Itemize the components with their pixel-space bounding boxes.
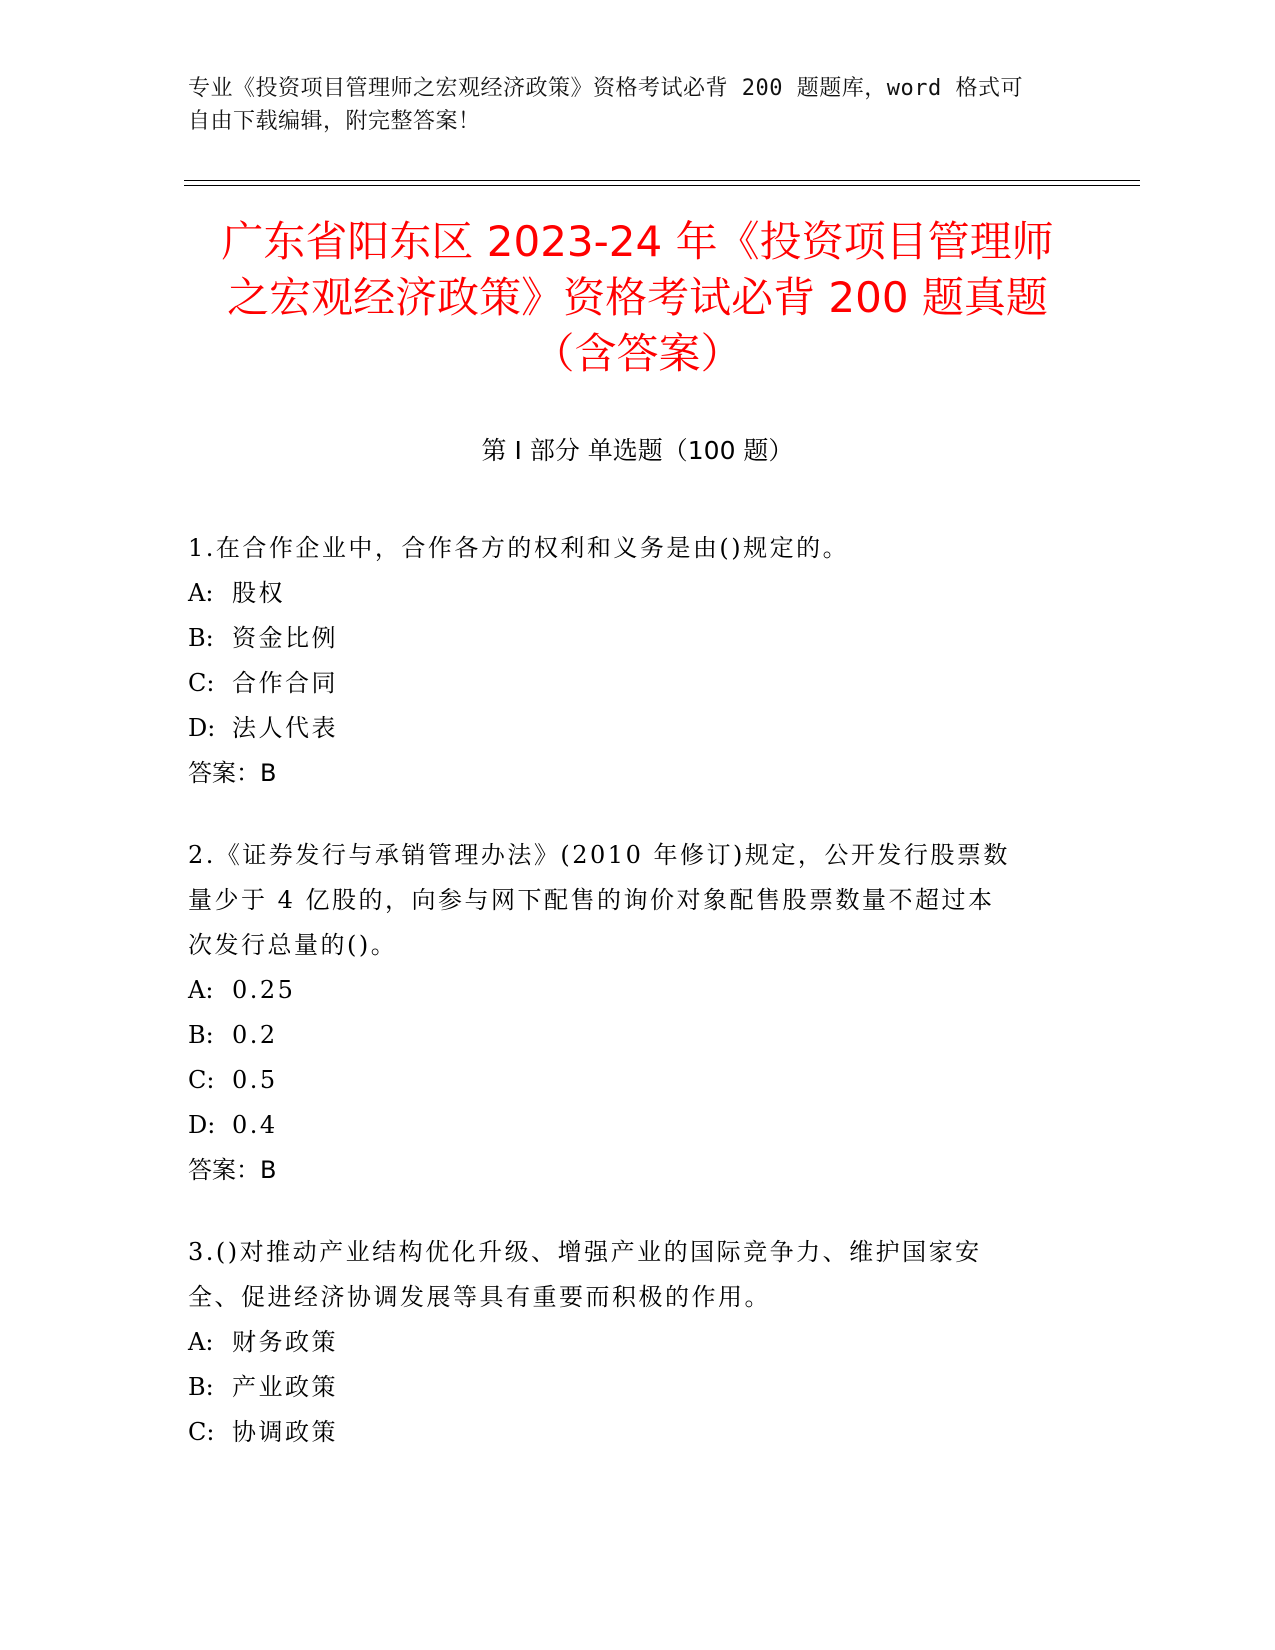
- option-text: 财务政策: [232, 1328, 338, 1356]
- document-title-line-3: （含答案）: [532, 329, 743, 378]
- document-title-line-2: 之宏观经济政策》资格考试必背 200 题真题: [227, 273, 1048, 322]
- option-key: D:: [188, 1111, 216, 1139]
- option-text: 股权: [232, 579, 285, 607]
- question-1-option-c: [188, 661, 1068, 706]
- question-1-option-d: [188, 706, 1068, 751]
- question-1-option-a: [188, 571, 1068, 616]
- question-1-answer: 答案：B: [188, 759, 277, 787]
- header-divider-bottom: [184, 185, 1140, 186]
- question-2-text-line-1: 2.《证券发行与承销管理办法》(2010 年修订)规定，公开发行股票数: [188, 841, 1010, 869]
- question-3-text-line-1: 3.()对推动产业结构优化升级、增强产业的国际竞争力、维护国家安: [188, 1238, 982, 1266]
- question-2-option-a: [188, 968, 1068, 1013]
- option-text: 协调政策: [232, 1418, 338, 1446]
- section-title: 第 I 部分 单选题（100 题）: [481, 436, 794, 465]
- question-3-option-a: [188, 1320, 1068, 1365]
- question-3: [188, 1230, 1068, 1455]
- option-text: 0.2: [232, 1021, 278, 1049]
- option-key: B:: [188, 1021, 214, 1049]
- question-3-option-b: [188, 1365, 1068, 1410]
- option-text: 产业政策: [232, 1373, 338, 1401]
- question-list: [188, 526, 1068, 1492]
- header-note: [188, 72, 1068, 138]
- option-key: D:: [188, 714, 216, 742]
- option-text: 0.25: [232, 976, 296, 1004]
- option-text: 资金比例: [232, 624, 338, 652]
- option-key: C:: [188, 1066, 215, 1094]
- question-1-text: 1.在合作企业中，合作各方的权利和义务是由()规定的。: [188, 534, 850, 562]
- option-key: B:: [188, 624, 214, 652]
- header-divider-top: [184, 180, 1140, 181]
- question-2-option-c: [188, 1058, 1068, 1103]
- header-note-line-1: 专业《投资项目管理师之宏观经济政策》资格考试必背 200 题题库，word 格式可: [188, 76, 1023, 101]
- question-2-text-line-2: 量少于 4 亿股的，向参与网下配售的询价对象配售股票数量不超过本: [188, 886, 995, 914]
- question-1: [188, 526, 1068, 796]
- header-note-line-2: 自由下载编辑，附完整答案！: [188, 109, 481, 134]
- option-text: 0.4: [232, 1111, 278, 1139]
- option-text: 法人代表: [232, 714, 338, 742]
- question-3-text-line-2: 全、促进经济协调发展等具有重要而积极的作用。: [188, 1283, 771, 1311]
- option-key: B:: [188, 1373, 214, 1401]
- option-key: C:: [188, 1418, 215, 1446]
- question-2: [188, 833, 1068, 1193]
- question-2-option-d: [188, 1103, 1068, 1148]
- question-2-answer: 答案：B: [188, 1156, 277, 1184]
- question-1-option-b: [188, 616, 1068, 661]
- option-key: A:: [188, 1328, 214, 1356]
- option-key: C:: [188, 669, 215, 697]
- document-title: [140, 214, 1135, 382]
- option-key: A:: [188, 976, 214, 1004]
- question-2-option-b: [188, 1013, 1068, 1058]
- question-3-option-c: [188, 1410, 1068, 1455]
- option-key: A:: [188, 579, 214, 607]
- question-2-text-line-3: 次发行总量的()。: [188, 931, 398, 959]
- document-title-line-1: 广东省阳东区 2023-24 年《投资项目管理师: [221, 217, 1054, 266]
- option-text: 合作合同: [232, 669, 338, 697]
- option-text: 0.5: [232, 1066, 278, 1094]
